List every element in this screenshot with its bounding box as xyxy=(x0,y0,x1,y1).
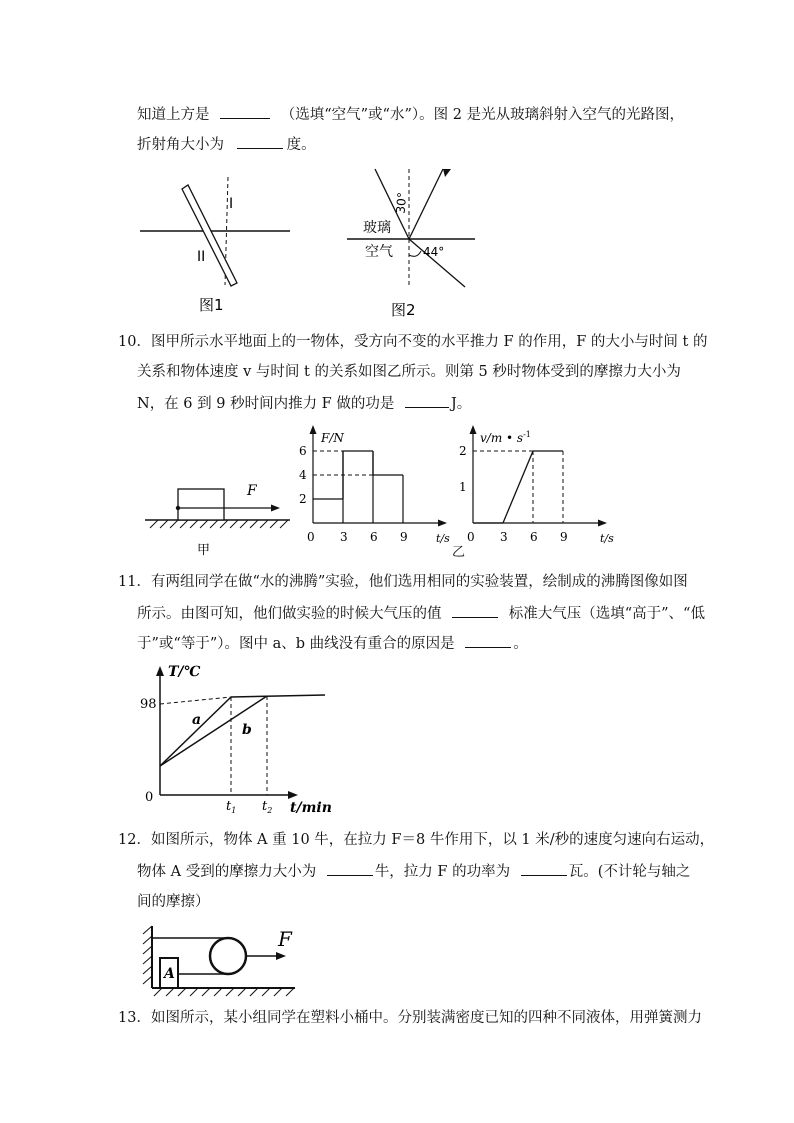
q12-line2: 物体 A 受到的摩擦力大小为 牛，拉力 F 的功率为 瓦。(不计轮与轴之 xyxy=(137,861,690,882)
q9-line2: 折射角大小为 度。 xyxy=(137,134,316,155)
arrow-right-icon xyxy=(271,505,280,512)
origin-label: 0 xyxy=(145,790,154,805)
y-axis-label: F/N xyxy=(321,431,344,445)
x-tick-label-0: 0 xyxy=(307,530,315,544)
x-tick-label-9: 9 xyxy=(400,530,408,544)
q11-blank-2[interactable] xyxy=(465,633,511,648)
y-tick-label-6: 6 xyxy=(299,444,307,458)
x-tick-label-6: 6 xyxy=(370,530,378,544)
x-tick-label-0: 0 xyxy=(467,530,475,544)
q10-line3: N，在 6 到 9 秒时间内推力 F 做的功是 J。 xyxy=(137,393,471,414)
q11-line2: 所示。由图可知，他们做实验的时候大气压的值 标准大气压（选填“高于”、“低 xyxy=(137,603,705,624)
t1-label: $t_1$ xyxy=(226,799,237,815)
y-axis-label: T/℃ xyxy=(168,664,201,680)
curve-b-label: b xyxy=(242,722,252,738)
wall-hatching xyxy=(143,926,152,984)
y-axis-label: v/m • $s^{-1}$ xyxy=(480,430,531,445)
label-II: II xyxy=(197,249,206,265)
arrow-right-icon xyxy=(276,952,286,960)
force-label-F: F xyxy=(247,483,257,499)
series-segment-1 xyxy=(503,451,533,523)
label-air: 空气 xyxy=(365,244,393,260)
x-tick-label-3: 3 xyxy=(340,530,348,544)
data-marks xyxy=(313,451,403,523)
ground-hatching xyxy=(150,520,288,528)
figure-1-caption: 图1 xyxy=(199,296,224,314)
x-axis-arrow-icon xyxy=(288,791,298,799)
force-label-F: F xyxy=(278,927,292,951)
tick-labels xyxy=(459,444,568,544)
q12-line3: 间的摩擦） xyxy=(137,894,210,910)
q12-line1: 12．如图所示，物体 A 重 10 牛，在拉力 F＝8 牛作用下，以 1 米/秒的速度匀速向右运动， xyxy=(118,832,715,848)
x-axis-label: t/s xyxy=(436,532,450,545)
curve-a-label: a xyxy=(192,712,202,728)
q10-line1: 10．图甲所示水平地面上的一物体，受方向不变的水平推力 F 的作用，F 的大小与时间 t 的 xyxy=(118,334,708,350)
x-axis-arrow-icon xyxy=(438,520,447,527)
q9-blank-2[interactable] xyxy=(237,134,283,149)
label-glass: 玻璃 xyxy=(363,220,391,236)
y-axis-arrow-icon xyxy=(310,425,317,434)
q10-figure-jia xyxy=(140,470,300,560)
x-tick-label-3: 3 xyxy=(500,530,508,544)
q9-line1: 知道上方是 （选填“空气”或“水”）。图 2 是光从玻璃斜射入空气的光路图， xyxy=(137,104,684,125)
q9-figure-2 xyxy=(345,167,480,322)
boiling-plateau xyxy=(231,695,325,697)
arrow-head-icon xyxy=(443,169,451,177)
boiling-point-guide xyxy=(160,697,231,704)
label-I: I xyxy=(229,196,234,212)
caption-jia: 甲 xyxy=(197,543,211,558)
x-tick-label-6: 6 xyxy=(530,530,538,544)
angle-arc xyxy=(409,251,421,256)
chart-force-time xyxy=(295,425,455,555)
y-axis-arrow-icon xyxy=(470,425,477,434)
chart-velocity-time xyxy=(455,425,615,555)
x-axis-arrow-icon xyxy=(598,520,607,527)
q11-line1: 11．有两组同学在做“水的沸腾”实验，他们选用相同的实验装置，绘制成的沸腾图像如图 xyxy=(118,574,688,590)
x-axis-label: t/min xyxy=(290,800,332,816)
t2-label: $t_2$ xyxy=(262,799,273,815)
x-tick-label-9: 9 xyxy=(560,530,568,544)
q9-figure-1 xyxy=(135,175,295,320)
q10-line2: 关系和物体速度 v 与时间 t 的关系如图乙所示。则第 5 秒时物体受到的摩擦力大小为 xyxy=(137,364,681,380)
y-tick-label-1: 1 xyxy=(459,480,467,494)
q11-blank-1[interactable] xyxy=(452,603,498,618)
block-A-label: A xyxy=(164,966,175,982)
tick-labels xyxy=(299,444,408,544)
angle-44-label: 44° xyxy=(423,245,445,259)
x-axis-label: t/s xyxy=(600,532,614,545)
q12-blank-2[interactable] xyxy=(521,861,567,876)
q12-blank-1[interactable] xyxy=(327,861,373,876)
data-marks xyxy=(473,451,563,523)
y-tick-98: 98 xyxy=(140,697,157,712)
curve-a xyxy=(160,697,231,766)
q13-line1: 13．如图所示，某小组同学在塑料小桶中。分别装满密度已知的四种不同液体，用弹簧测力 xyxy=(118,1010,702,1026)
floor-hatching xyxy=(154,988,294,996)
reflected-ray xyxy=(409,169,443,239)
pulley-wheel xyxy=(210,938,246,974)
q9-blank-1[interactable] xyxy=(220,104,270,119)
q11-line3: 于”或“等于”）。图中 a、b 曲线没有重合的原因是 。 xyxy=(137,633,528,654)
block-object xyxy=(178,489,224,520)
q12-pulley-figure xyxy=(140,922,310,997)
caption-yi: 乙 xyxy=(452,545,466,560)
y-axis-arrow-icon xyxy=(156,666,164,676)
chart-boiling-temperature xyxy=(140,660,340,818)
y-tick-label-4: 4 xyxy=(299,468,307,482)
y-tick-label-2: 2 xyxy=(459,444,467,458)
figure-2-caption: 图2 xyxy=(391,301,416,319)
y-tick-label-2: 2 xyxy=(299,492,307,506)
angle-30-label: 30° xyxy=(393,191,410,215)
q10-blank-2[interactable] xyxy=(405,393,449,408)
